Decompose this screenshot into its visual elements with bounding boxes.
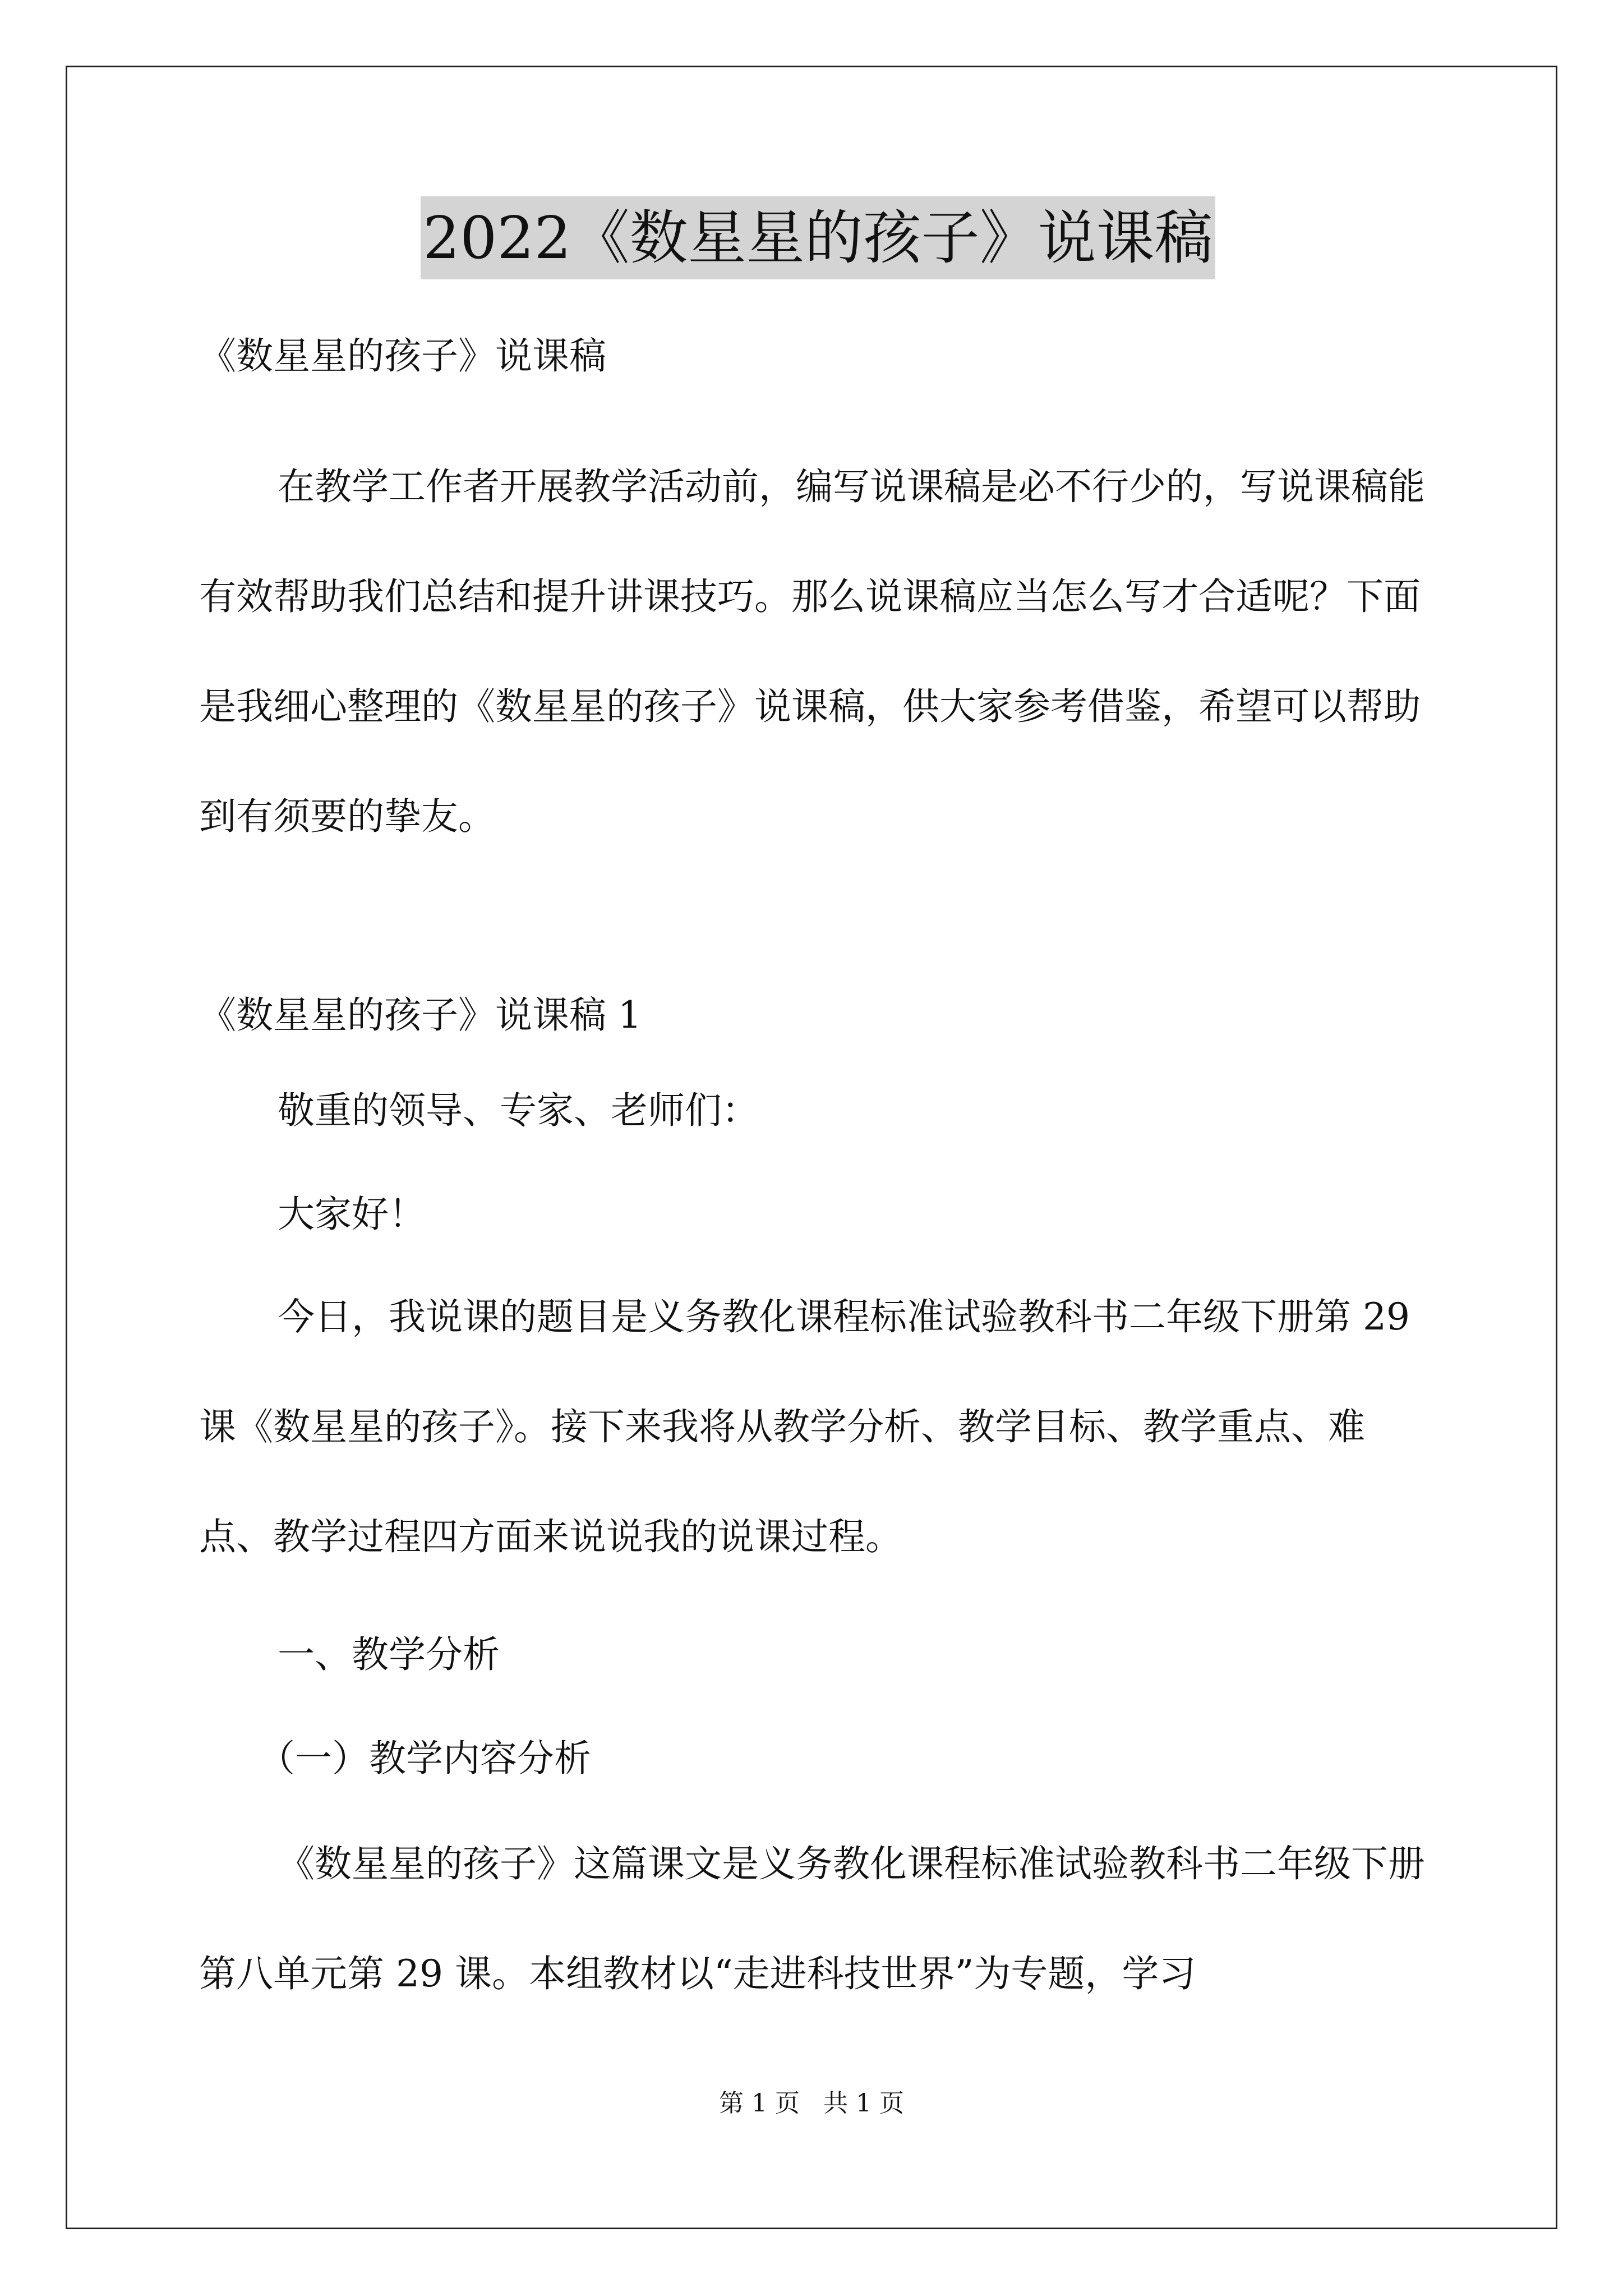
page-footer: 第 1 页 共 1 页 xyxy=(719,2089,904,2118)
document-title: 2022《数星星的孩子》说课稿 xyxy=(421,196,1215,279)
subtitle: 《数星星的孩子》说课稿 xyxy=(199,334,606,378)
heading-teaching-analysis: 一、教学分析 xyxy=(278,1633,500,1676)
greeting: 敬重的领导、专家、老师们： xyxy=(278,1089,759,1132)
intro-paragraph: 在教学工作者开展教学活动前，编写说课稿是必不行少的，写说课稿能有效帮助我们总结和提升讲课技巧。那么说课稿应当怎么写才合适呢？下面是我细心整理的《数星星的孩子》说课稿，供大家参考借鉴，希望可以帮助到有须要的挚友。 xyxy=(199,465,1425,838)
heading-content-analysis: （一）教学内容分析 xyxy=(258,1737,591,1780)
today-paragraph: 今日，我说课的题目是义务教化课程标准试验教科书二年级下册第 29 课《数星星的孩子》。接下来我将从教学分析、教学目标、教学重点、难点、教学过程四方面来说说我的说课过程。 xyxy=(199,1295,1410,1558)
section-title: 《数星星的孩子》说课稿 1 xyxy=(199,993,642,1037)
hello-line: 大家好！ xyxy=(278,1193,426,1236)
content-paragraph: 《数星星的孩子》这篇课文是义务教化课程标准试验教科书二年级下册第八单元第 29 课。本组教材以“走进科技世界”为专题，学习 xyxy=(199,1842,1425,1995)
